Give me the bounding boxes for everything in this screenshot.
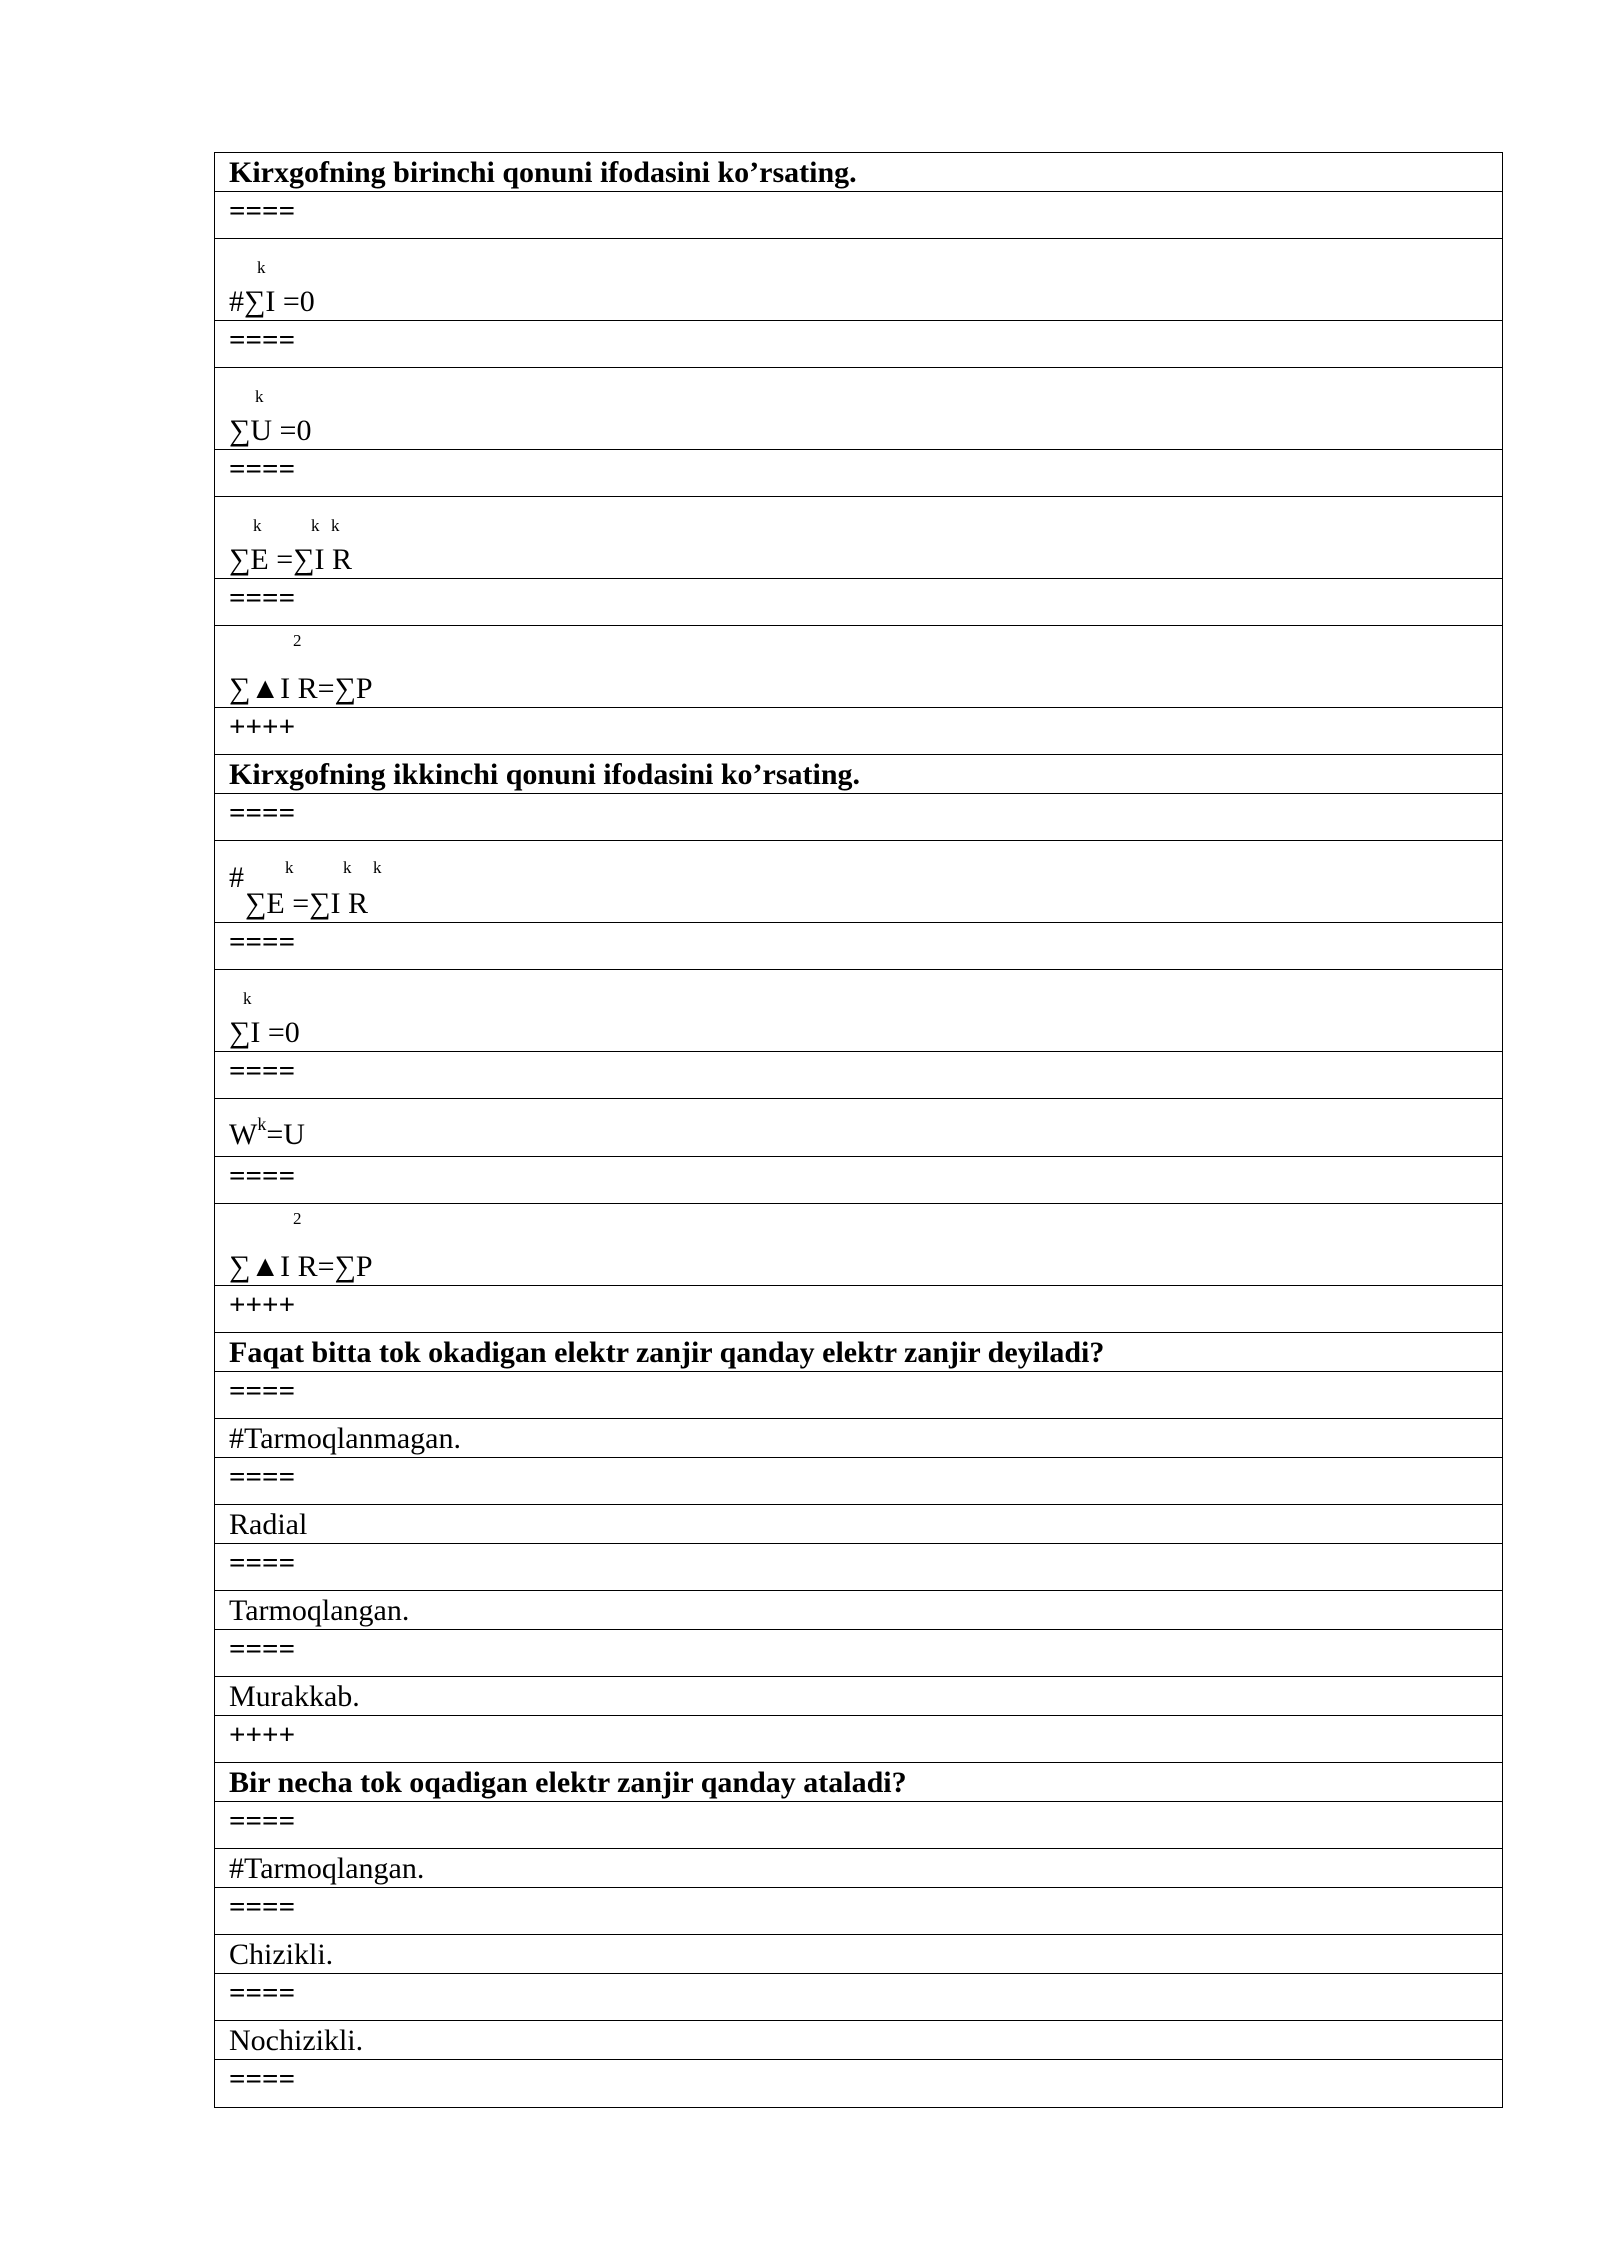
question-title: Faqat bitta tok okadigan elektr zanjir qanday elektr zanjir deyiladi? bbox=[215, 1333, 1502, 1372]
separator-row: ==== bbox=[215, 1544, 1502, 1591]
separator-row: ==== bbox=[215, 1052, 1502, 1099]
formula-superscript: k bbox=[285, 858, 294, 877]
answer-option: #Tarmoqlangan. bbox=[215, 1849, 1502, 1888]
formula-text: ∑▲I R=∑P bbox=[229, 1250, 373, 1283]
formula-superscript: k bbox=[243, 989, 252, 1008]
separator-row: ==== bbox=[229, 2063, 296, 2095]
separator-row: ==== bbox=[215, 1157, 1502, 1204]
answer-option: Nochizikli. bbox=[215, 2021, 1502, 2060]
answer-formula bbox=[215, 626, 1502, 708]
separator-row: ==== bbox=[215, 192, 1502, 239]
separator-row: ==== bbox=[215, 794, 1502, 841]
separator-row: ==== bbox=[215, 450, 1502, 497]
answer-formula bbox=[215, 970, 1502, 1052]
separator-row: ==== bbox=[215, 1888, 1502, 1935]
question-title: Kirxgofning ikkinchi qonuni ifodasini ko’rsating. bbox=[215, 755, 1502, 794]
separator-row: ==== bbox=[215, 1458, 1502, 1505]
correct-answer-marker: # bbox=[229, 861, 244, 894]
answer-option: Tarmoqlangan. bbox=[215, 1591, 1502, 1630]
formula-superscript: k bbox=[373, 858, 382, 877]
formula-superscript: 2 bbox=[293, 1209, 302, 1228]
formula-text-tail: =U bbox=[266, 1118, 305, 1151]
formula-text: ∑I =0 bbox=[229, 1016, 300, 1049]
formula-superscript: k bbox=[253, 516, 262, 535]
formula-superscript: k bbox=[257, 258, 266, 277]
formula-superscript: k bbox=[331, 516, 340, 535]
answer-formula bbox=[215, 1204, 1502, 1286]
formula-superscript: k bbox=[343, 858, 352, 877]
separator-row: ==== bbox=[215, 923, 1502, 970]
answer-formula bbox=[215, 239, 1502, 321]
answer-formula bbox=[215, 368, 1502, 450]
separator-row: ==== bbox=[215, 1372, 1502, 1419]
end-marker-row: ++++ bbox=[215, 1716, 1502, 1763]
end-marker-row: ++++ bbox=[215, 1286, 1502, 1333]
formula-text-base: W bbox=[229, 1118, 258, 1151]
separator-row: ==== bbox=[215, 1974, 1502, 2021]
formula-superscript: k bbox=[255, 387, 264, 406]
question-title: Kirxgofning birinchi qonuni ifodasini ko’rsating. bbox=[215, 153, 1502, 192]
separator-row: ==== bbox=[215, 1630, 1502, 1677]
separator-row: ==== bbox=[215, 1802, 1502, 1849]
question-title: Bir necha tok oqadigan elektr zanjir qanday ataladi? bbox=[215, 1763, 1502, 1802]
end-marker-row: ++++ bbox=[215, 708, 1502, 755]
separator-row: ==== bbox=[215, 321, 1502, 368]
test-questions-table bbox=[214, 152, 1503, 2108]
separator-row: ==== bbox=[215, 579, 1502, 626]
answer-option: Murakkab. bbox=[215, 1677, 1502, 1716]
formula-superscript: k bbox=[311, 516, 320, 535]
answer-option: Radial bbox=[215, 1505, 1502, 1544]
formula-text: ∑▲I R=∑P bbox=[229, 672, 373, 705]
answer-formula bbox=[215, 841, 1502, 923]
formula-text: ∑E =∑I R bbox=[245, 887, 369, 920]
answer-formula bbox=[215, 1099, 1502, 1157]
answer-option: #Tarmoqlanmagan. bbox=[215, 1419, 1502, 1458]
formula-text: ∑E =∑I R bbox=[229, 543, 353, 576]
answer-formula bbox=[215, 497, 1502, 579]
formula-superscript: 2 bbox=[293, 631, 302, 650]
formula-text: #∑I =0 bbox=[229, 285, 315, 318]
formula-text bbox=[229, 1114, 305, 1156]
formula-text: ∑U =0 bbox=[229, 414, 312, 447]
formula-superscript: k bbox=[257, 1114, 267, 1134]
answer-option: Chizikli. bbox=[215, 1935, 1502, 1974]
